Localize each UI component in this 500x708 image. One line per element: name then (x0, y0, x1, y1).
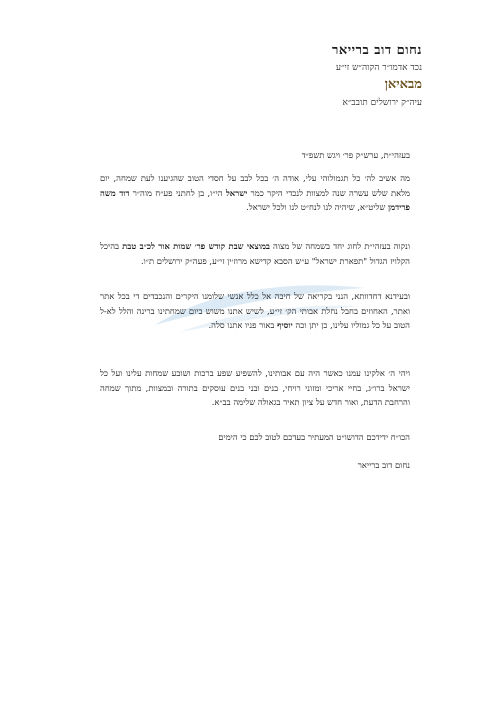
paragraph-invitation (100, 289, 410, 333)
p3-text-1: ובעידנא דחדוותא, הנני בקריאה של חיבה אל כלל אנשי שלומנו היקרים והנכבדים די בכל אתר ואתר, האחוזים בחבל נחלת אבותי הק׳ זי״ע, לשיש אתנו משוש ביום שמחתינו ברינה והלל לא-ל הטוב על כל גמוליו עלינו, כן יתן וכה (100, 291, 410, 331)
closing-line: הכו״ח ידידכם הדושו״ט המעתיר בעדכם לטוב לכם כי הימים (218, 432, 410, 442)
letterhead-name: נחום דוב ברייאר (332, 43, 422, 58)
p1-text-2: הי״ו, בן לחתני פע״ח מוה״ר (129, 187, 226, 198)
p1-text-3: שליט״א, שיהיה לנו לנח״ט לנו ולכל ישראל. (246, 202, 388, 213)
p1-text-1: מה אשיב לה׳ כל תגמולוהי עלי, אודה ה׳ בכל לבב על חסדי הטוב שהגיענו לעת שמחה, יום מלאת שלש עשרה שנה למצוות לנכדי היקר כמר (100, 173, 410, 198)
event-date: במוצאי שבת קודש פר׳ שמות אור לכ״ב טבת (122, 241, 270, 251)
paragraph-blessing: ויהי ה׳ אלקינו עמנו כאשר היה עם אבותינו, להשפיע שפע ברכות ושובע שמחות עלינו ועל כל ישראל ברו״ג, בחיי אריכי ומזוני רויחי, בנים ובני בנים עוסקים בתורה ובמצוות, מתוך שמחה והרחבת הדעת, ואור חדש על ציון תאיר בגאולה שלימה בב״א. (100, 368, 410, 408)
letterhead-place: מבאיאן (384, 77, 422, 92)
grandson-name: ישראל (225, 187, 248, 198)
letterhead-lineage: נכד אדמו״ר הקוה״ש זי״ע (335, 63, 422, 73)
p2-text-2: בהיכל הקלויז הגדול "תפארת ישראל" ע״ש הסבא קדישא מרוז׳ין זי״ע, פעה״ק ירושלים ת״ו. (100, 241, 410, 266)
letter-date: בעזהי״ת, ערש״ק פר׳ ויגש תשפ״ד (301, 150, 410, 160)
paragraph-event (100, 239, 410, 268)
p3-text-2: באור פניו אתנו סלה. (208, 320, 278, 331)
signature: נחום דוב ברייאר (357, 460, 410, 470)
yosef-word: יוסיף (277, 320, 293, 331)
letterhead-city: עיה״ק ירושלים תובב״א (342, 98, 422, 108)
paragraph-thanks (100, 171, 410, 215)
son-in-law-name: דוד משה פרידמן (100, 187, 410, 213)
p2-text-1: ונקוה בעזהי״ת לחוג יחד בשמחה של מצוה (269, 241, 410, 251)
